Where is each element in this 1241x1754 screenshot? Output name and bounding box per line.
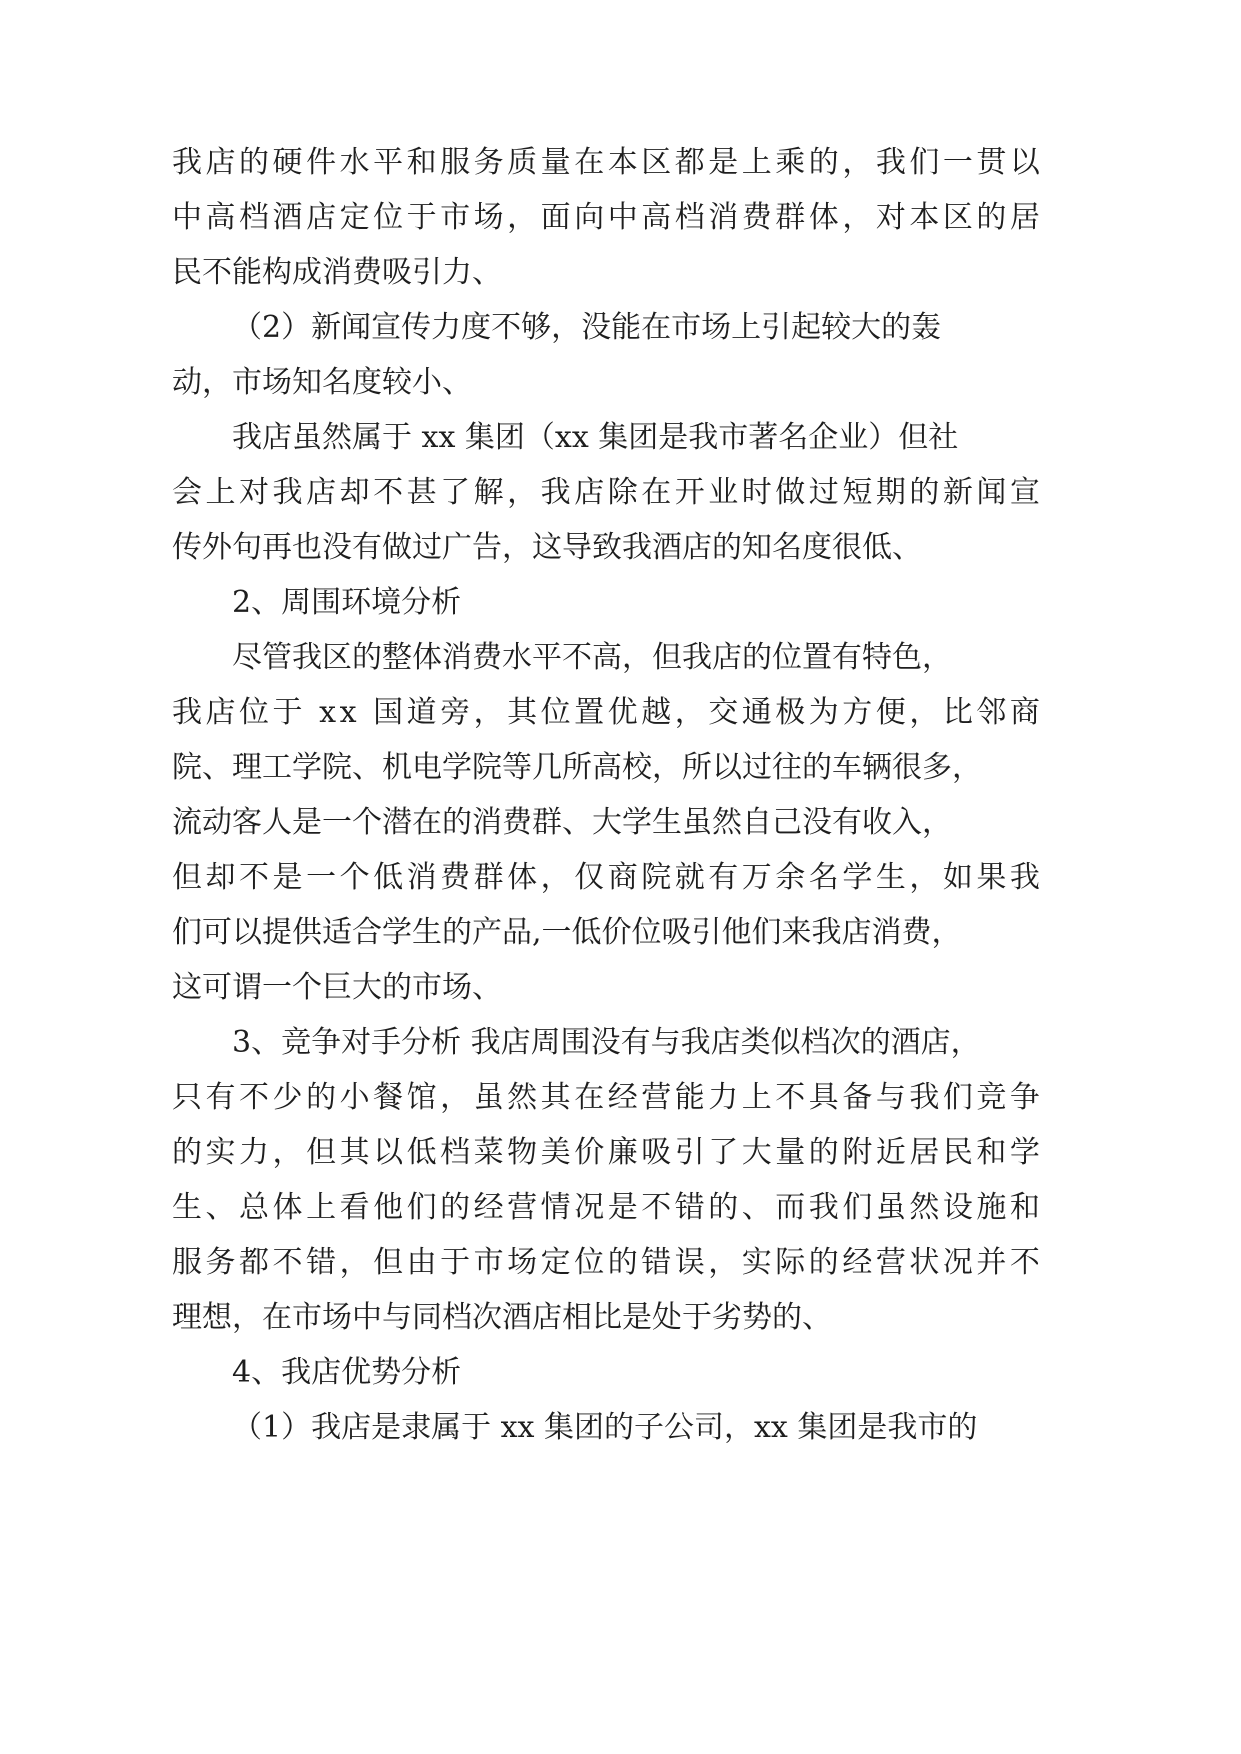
glyph: 们	[909, 145, 940, 180]
glyph: 情	[540, 1190, 571, 1225]
glyph: 对	[875, 200, 906, 235]
glyph: 对	[239, 475, 270, 510]
glyph: 交	[708, 695, 739, 730]
glyph: 近	[875, 1135, 906, 1170]
glyph: 居	[909, 1135, 940, 1170]
text-line: 尽管我区的整体消费水平不高，但我店的位置有特色，	[232, 640, 952, 675]
glyph: ，	[339, 1245, 370, 1280]
glyph: 定	[339, 200, 370, 235]
glyph: x	[319, 695, 337, 730]
glyph: 经	[842, 1245, 873, 1280]
text-line: 理想，在市场中与同档次酒店相比是处于劣势的、	[172, 1300, 832, 1335]
glyph: 然	[909, 1190, 940, 1225]
glyph: 不	[1009, 1245, 1040, 1280]
glyph: 但	[373, 1245, 404, 1280]
glyph: 上	[306, 1190, 337, 1225]
glyph: ，	[674, 695, 705, 730]
glyph: 上	[741, 145, 772, 180]
glyph: 实	[741, 1245, 772, 1280]
glyph: 看	[339, 1190, 370, 1225]
glyph: 市	[440, 200, 471, 235]
glyph: 店	[574, 475, 605, 510]
glyph: 的	[808, 145, 839, 180]
glyph: 、	[205, 1190, 236, 1225]
text-line	[172, 858, 1040, 898]
glyph: 生	[875, 860, 906, 895]
glyph: 店	[205, 145, 236, 180]
glyph: 短	[842, 475, 873, 510]
glyph: 的	[808, 1135, 839, 1170]
glyph: 体	[808, 200, 839, 235]
glyph: 业	[708, 475, 739, 510]
glyph: 定	[540, 1245, 571, 1280]
glyph: 学	[842, 860, 873, 895]
glyph: 的	[607, 1245, 638, 1280]
glyph: 我	[272, 475, 303, 510]
glyph: 在	[574, 145, 605, 180]
glyph: 位	[540, 695, 571, 730]
glyph: 并	[976, 1245, 1007, 1280]
glyph: 有	[708, 860, 739, 895]
section-heading: 2、周围环境分析	[232, 585, 462, 620]
glyph: 状	[909, 1245, 940, 1280]
glyph: 档	[239, 200, 270, 235]
glyph: 我	[172, 145, 202, 180]
glyph: 是	[708, 145, 739, 180]
glyph: 水	[339, 145, 370, 180]
glyph: 量	[540, 145, 571, 180]
glyph: 虽	[473, 1080, 504, 1115]
glyph: 本	[607, 145, 638, 180]
glyph: 错	[641, 1245, 672, 1280]
glyph: 商	[607, 860, 638, 895]
glyph: 除	[607, 475, 638, 510]
glyph: 虽	[875, 1190, 906, 1225]
glyph: 于	[272, 695, 303, 730]
glyph: ，	[272, 1135, 303, 1170]
glyph: 在	[574, 1080, 605, 1115]
glyph: 其	[507, 695, 538, 730]
glyph: 是	[607, 1190, 638, 1225]
glyph: 小	[339, 1080, 370, 1115]
text-line: 民不能构成消费吸引力、	[172, 255, 502, 290]
glyph: 群	[775, 200, 806, 235]
text-line: 这可谓一个巨大的市场、	[172, 970, 502, 1005]
glyph: 个	[339, 860, 370, 895]
glyph: 然	[507, 1080, 538, 1115]
glyph: 面	[540, 200, 571, 235]
text-line	[172, 1188, 1040, 1228]
glyph: 院	[641, 860, 672, 895]
glyph: 争	[1009, 1080, 1040, 1115]
glyph: 市	[473, 1245, 504, 1280]
glyph: 学	[1009, 1135, 1040, 1170]
glyph: 邻	[976, 695, 1007, 730]
glyph: 经	[607, 1080, 638, 1115]
glyph: 菜	[473, 1135, 504, 1170]
glyph: 置	[574, 695, 605, 730]
glyph: 际	[775, 1245, 806, 1280]
glyph: 开	[674, 475, 705, 510]
glyph: 况	[574, 1190, 605, 1225]
glyph: 设	[942, 1190, 973, 1225]
glyph: 场	[473, 200, 504, 235]
glyph: 时	[741, 475, 772, 510]
glyph: 力	[239, 1135, 270, 1170]
glyph: 的	[976, 200, 1007, 235]
glyph: 会	[172, 475, 202, 510]
glyph: 却	[339, 475, 370, 510]
glyph: 误	[674, 1245, 705, 1280]
glyph: 名	[808, 860, 839, 895]
glyph: 过	[808, 475, 839, 510]
glyph: 于	[406, 200, 437, 235]
glyph: 我	[875, 145, 906, 180]
glyph: 我	[909, 1080, 940, 1115]
glyph: 而	[775, 1190, 806, 1225]
glyph: 居	[1009, 200, 1040, 235]
glyph: 体	[272, 1190, 303, 1225]
glyph: ，	[842, 145, 873, 180]
glyph: 只	[172, 1080, 202, 1115]
glyph: 费	[440, 860, 471, 895]
glyph: x	[339, 695, 357, 730]
glyph: 的	[440, 1190, 471, 1225]
glyph: 我	[1009, 860, 1040, 895]
glyph: 新	[942, 475, 973, 510]
glyph: 况	[942, 1245, 973, 1280]
glyph: 总	[239, 1190, 270, 1225]
glyph: 们	[942, 1080, 973, 1115]
glyph: 档	[674, 200, 705, 235]
glyph: 越	[641, 695, 672, 730]
glyph: 果	[976, 860, 1007, 895]
glyph: 万	[741, 860, 772, 895]
glyph: 群	[473, 860, 504, 895]
glyph: 廉	[607, 1135, 638, 1170]
glyph: ，	[507, 475, 538, 510]
glyph: 一	[306, 860, 337, 895]
glyph: 中	[607, 200, 638, 235]
text-line	[172, 693, 1040, 733]
text-line	[172, 473, 1040, 513]
glyph: 不	[239, 860, 270, 895]
glyph: 场	[507, 1245, 538, 1280]
glyph: 如	[942, 860, 973, 895]
glyph: 但	[172, 860, 202, 895]
glyph: 务	[205, 1245, 236, 1280]
glyph: 道	[406, 695, 437, 730]
glyph: 于	[440, 1245, 471, 1280]
glyph: 的	[172, 1135, 202, 1170]
glyph: 餐	[373, 1080, 404, 1115]
text-line: （2）新闻宣传力度不够，没能在市场上引起较大的轰	[232, 310, 942, 345]
glyph: 闻	[976, 475, 1007, 510]
glyph: 价	[574, 1135, 605, 1170]
text-line	[172, 1243, 1040, 1283]
glyph: ，	[909, 860, 940, 895]
glyph: 施	[976, 1190, 1007, 1225]
text-line: 们可以提供适合学生的产品,一低价位吸引他们来我店消费，	[172, 915, 962, 950]
glyph: 区	[942, 200, 973, 235]
glyph: 档	[440, 1135, 471, 1170]
glyph: 低	[373, 860, 404, 895]
glyph: 质	[507, 145, 538, 180]
glyph: 的	[909, 475, 940, 510]
glyph: 大	[741, 1135, 772, 1170]
glyph: 备	[842, 1080, 873, 1115]
glyph: 们	[842, 1190, 873, 1225]
glyph: 期	[875, 475, 906, 510]
glyph: 优	[607, 695, 638, 730]
glyph: ，	[909, 695, 940, 730]
glyph: 服	[172, 1245, 202, 1280]
glyph: 实	[205, 1135, 236, 1170]
glyph: 具	[808, 1080, 839, 1115]
text-line: 3、竞争对手分析 我店周围没有与我店类似档次的酒店，	[232, 1025, 981, 1060]
glyph: 错	[674, 1190, 705, 1225]
glyph: 引	[674, 1135, 705, 1170]
glyph: 不	[373, 475, 404, 510]
glyph: 极	[775, 695, 806, 730]
glyph: 一	[942, 145, 973, 180]
glyph: 、	[741, 1190, 772, 1225]
glyph: ，	[507, 200, 538, 235]
glyph: 向	[574, 200, 605, 235]
glyph: 错	[306, 1245, 337, 1280]
glyph: 物	[507, 1135, 538, 1170]
glyph: 店	[205, 695, 236, 730]
text-line	[172, 143, 1040, 183]
glyph: 馆	[406, 1080, 437, 1115]
text-line: 流动客人是一个潜在的消费群、大学生虽然自己没有收入，	[172, 805, 952, 840]
glyph: 方	[842, 695, 873, 730]
glyph: 旁	[440, 695, 471, 730]
text-line: 传外句再也没有做过广告，这导致我酒店的知名度很低、	[172, 530, 922, 565]
glyph: 营	[507, 1190, 538, 1225]
text-line: （1）我店是隶属于 xx 集团的子公司，xx 集团是我市的	[232, 1410, 978, 1445]
glyph: 营	[641, 1080, 672, 1115]
glyph: 们	[406, 1190, 437, 1225]
text-line	[172, 1133, 1040, 1173]
glyph: 解	[473, 475, 504, 510]
glyph: 和	[976, 1135, 1007, 1170]
glyph: 了	[708, 1135, 739, 1170]
glyph: 高	[641, 200, 672, 235]
glyph: 低	[406, 1135, 437, 1170]
glyph: 的	[808, 1245, 839, 1280]
glyph: 国	[373, 695, 404, 730]
glyph: 上	[741, 1080, 772, 1115]
glyph: 了	[440, 475, 471, 510]
glyph: 他	[373, 1190, 404, 1225]
glyph: 不	[641, 1190, 672, 1225]
glyph	[360, 693, 370, 733]
glyph: 消	[708, 200, 739, 235]
glyph: 宣	[1009, 475, 1040, 510]
glyph: 高	[205, 200, 236, 235]
glyph: 能	[674, 1080, 705, 1115]
glyph: 却	[205, 860, 236, 895]
glyph: 和	[1009, 1190, 1040, 1225]
glyph: 不	[272, 1245, 303, 1280]
glyph: 位	[239, 695, 270, 730]
glyph: 吸	[641, 1135, 672, 1170]
glyph: 甚	[406, 475, 437, 510]
glyph: 不	[239, 1080, 270, 1115]
glyph: 民	[942, 1135, 973, 1170]
glyph: 的	[239, 145, 270, 180]
glyph: 我	[540, 475, 571, 510]
glyph	[306, 693, 316, 733]
glyph: ，	[473, 695, 504, 730]
glyph: 量	[775, 1135, 806, 1170]
glyph: 为	[808, 695, 839, 730]
glyph: 比	[942, 695, 973, 730]
glyph: 我	[172, 695, 202, 730]
glyph: 其	[339, 1135, 370, 1170]
glyph: 和	[406, 145, 437, 180]
text-line	[172, 198, 1040, 238]
glyph: 的	[708, 1190, 739, 1225]
glyph: 由	[406, 1245, 437, 1280]
glyph: 附	[842, 1135, 873, 1170]
glyph: 营	[875, 1245, 906, 1280]
glyph: 与	[875, 1080, 906, 1115]
glyph: 件	[306, 145, 337, 180]
glyph: 就	[674, 860, 705, 895]
glyph: 硬	[272, 145, 303, 180]
glyph: 位	[373, 200, 404, 235]
glyph: 其	[540, 1080, 571, 1115]
glyph: 通	[741, 695, 772, 730]
glyph: 仅	[574, 860, 605, 895]
glyph: 以	[1009, 145, 1040, 180]
glyph: 美	[540, 1135, 571, 1170]
glyph: 店	[306, 475, 337, 510]
glyph: 但	[306, 1135, 337, 1170]
glyph: 贯	[976, 145, 1007, 180]
glyph: ，	[540, 860, 571, 895]
glyph: 商	[1009, 695, 1040, 730]
glyph: 的	[306, 1080, 337, 1115]
glyph: ，	[842, 200, 873, 235]
glyph: 平	[373, 145, 404, 180]
glyph: 不	[775, 1080, 806, 1115]
glyph: 少	[272, 1080, 303, 1115]
glyph: 有	[205, 1080, 236, 1115]
text-line	[172, 1078, 1040, 1118]
glyph: 酒	[272, 200, 303, 235]
text-line: 我店虽然属于 xx 集团（xx 集团是我市著名企业）但社	[232, 420, 959, 455]
glyph: 务	[473, 145, 504, 180]
text-line: 动，市场知名度较小、	[172, 365, 472, 400]
glyph: 便	[875, 695, 906, 730]
glyph: 本	[909, 200, 940, 235]
glyph: 体	[507, 860, 538, 895]
glyph: 上	[205, 475, 236, 510]
glyph: 竞	[976, 1080, 1007, 1115]
glyph: 消	[406, 860, 437, 895]
glyph: 生	[172, 1190, 202, 1225]
glyph: 中	[172, 200, 202, 235]
glyph: 力	[708, 1080, 739, 1115]
section-heading: 4、我店优势分析	[232, 1355, 462, 1390]
glyph: ，	[440, 1080, 471, 1115]
glyph: 在	[641, 475, 672, 510]
glyph: 店	[306, 200, 337, 235]
glyph: 做	[775, 475, 806, 510]
glyph: ，	[708, 1245, 739, 1280]
glyph: 以	[373, 1135, 404, 1170]
glyph: 是	[272, 860, 303, 895]
glyph: 位	[574, 1245, 605, 1280]
glyph: 乘	[775, 145, 806, 180]
glyph: 都	[674, 145, 705, 180]
glyph: 费	[741, 200, 772, 235]
glyph: 都	[239, 1245, 270, 1280]
glyph: 服	[440, 145, 471, 180]
glyph: 余	[775, 860, 806, 895]
glyph: 我	[808, 1190, 839, 1225]
text-line: 院、理工学院、机电学院等几所高校，所以过往的车辆很多，	[172, 750, 982, 785]
glyph: 经	[473, 1190, 504, 1225]
glyph: 区	[641, 145, 672, 180]
